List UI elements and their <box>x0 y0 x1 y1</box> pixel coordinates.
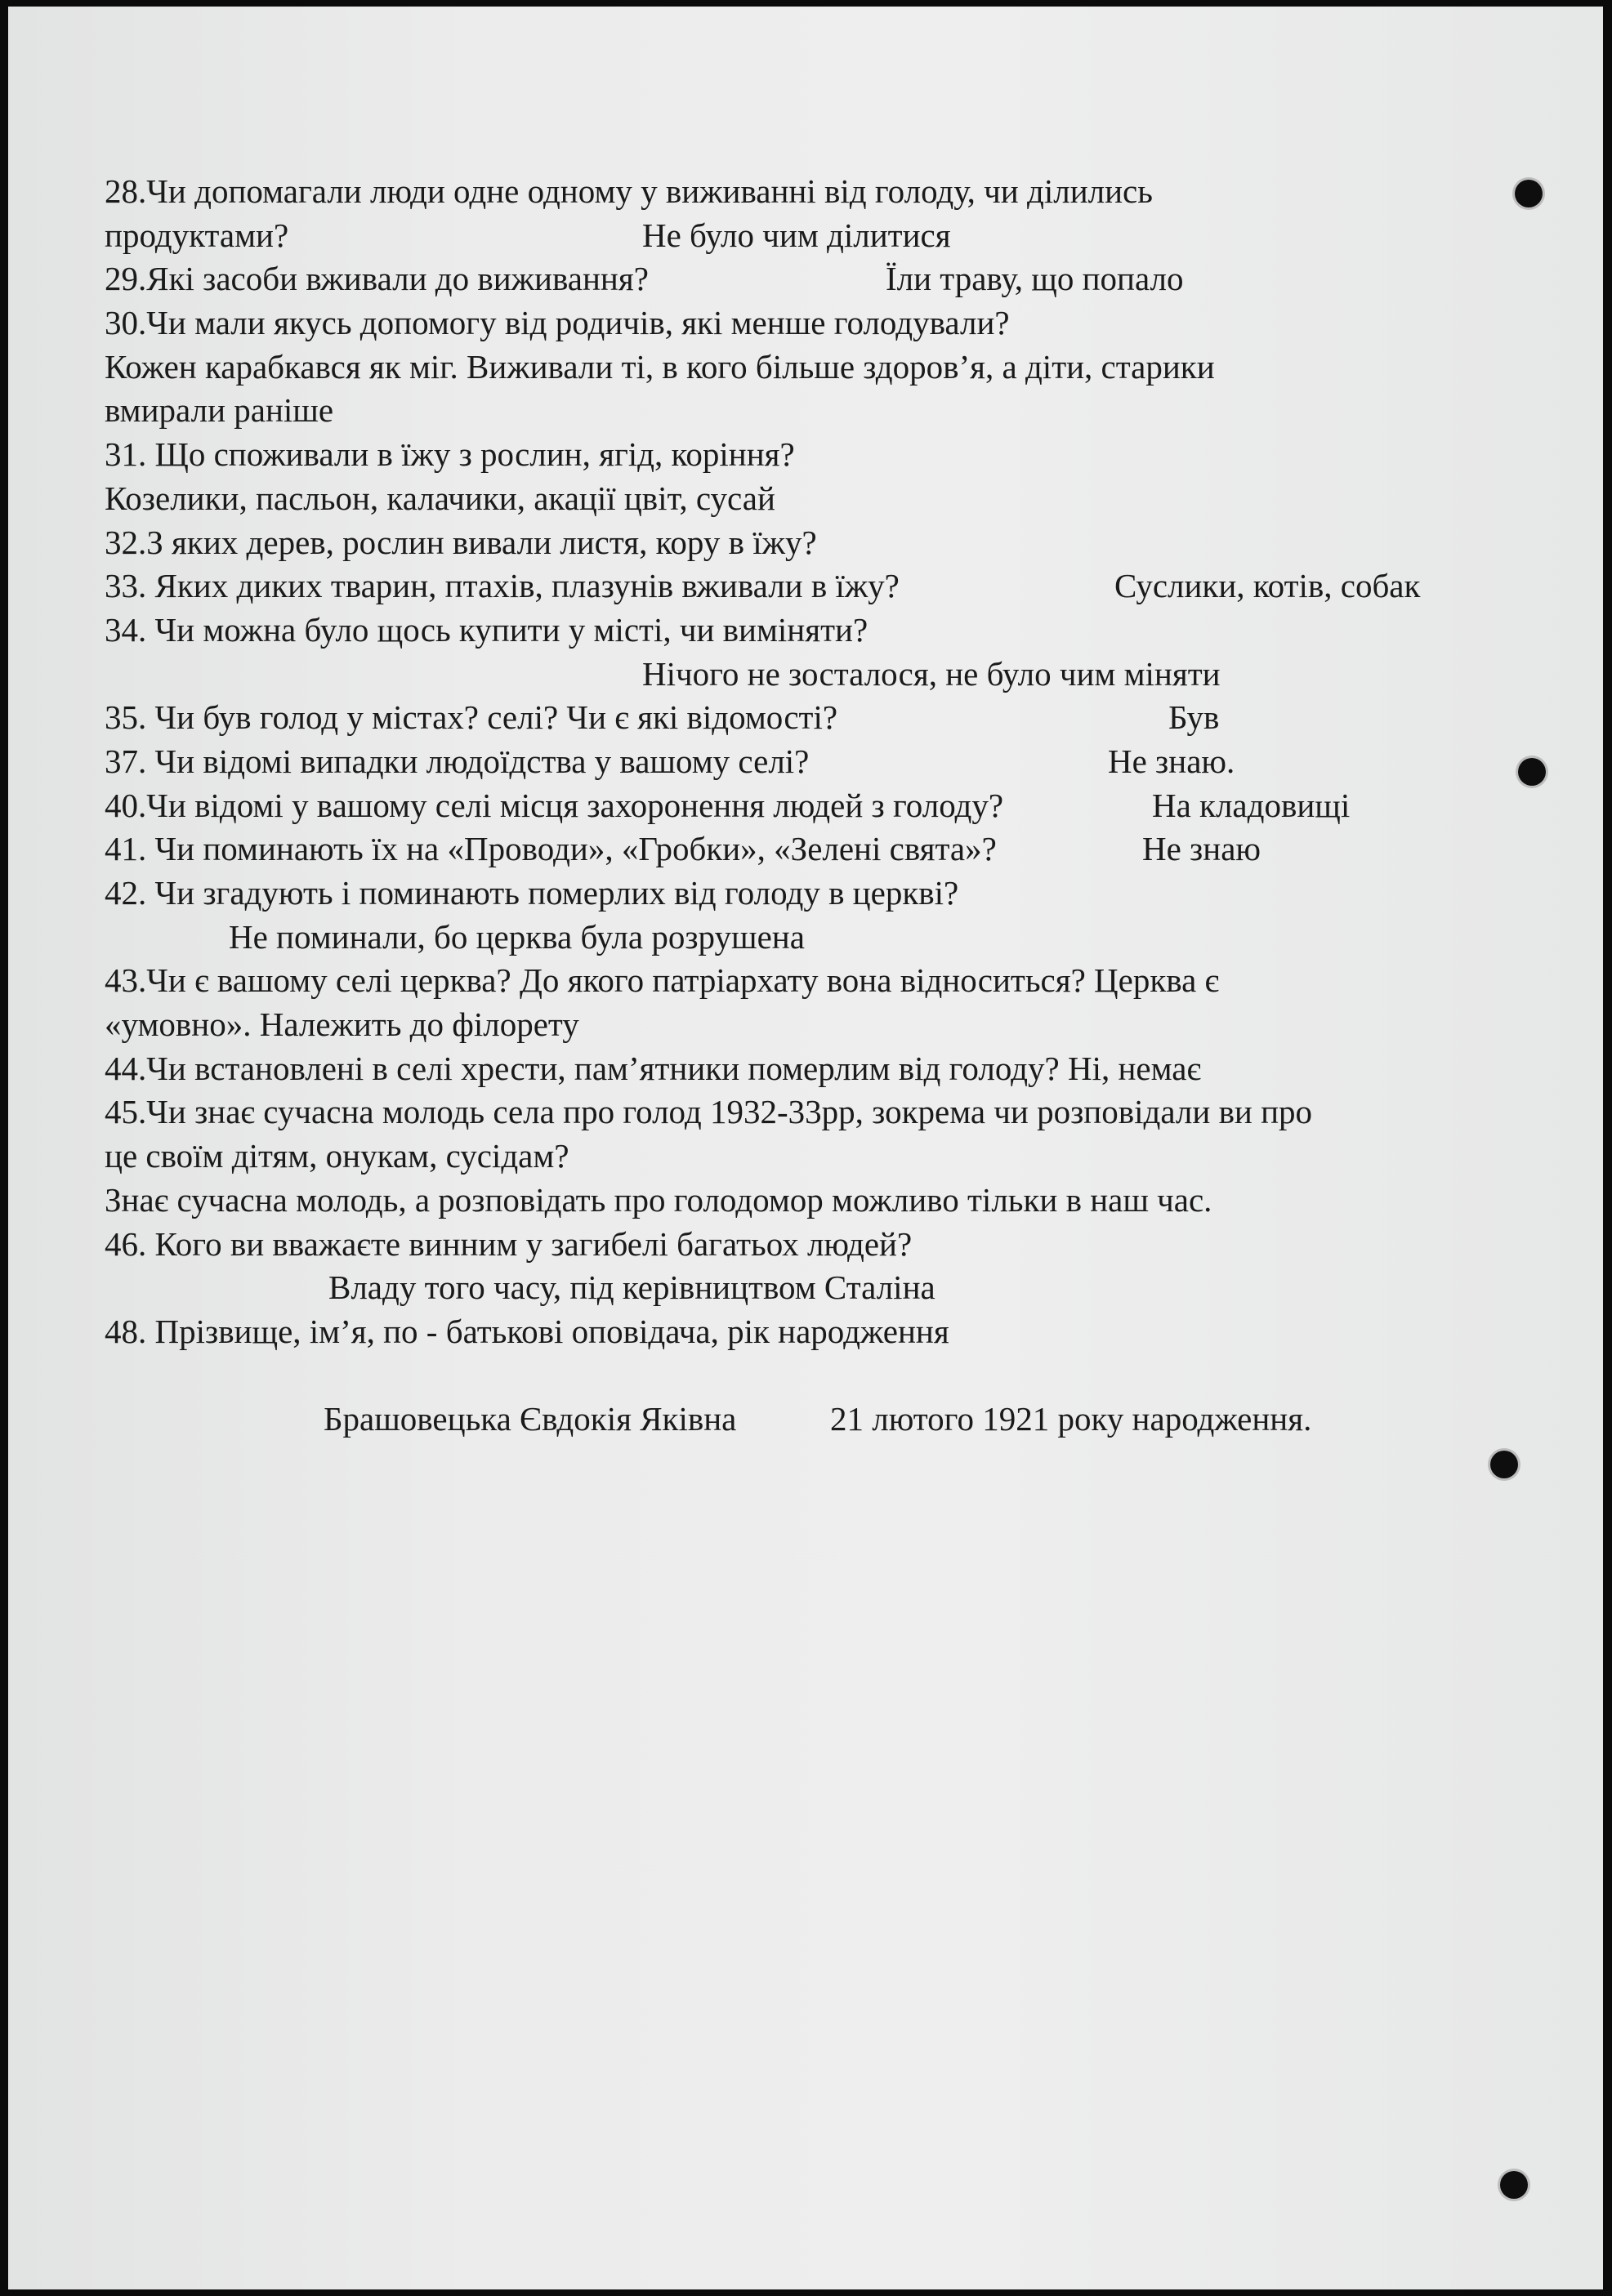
paper-sheet <box>8 7 1603 2289</box>
text-line <box>105 609 1510 653</box>
punch-hole <box>1518 758 1546 786</box>
answer-text: Не поминали, бо церква була розрушена <box>229 917 805 956</box>
text-line <box>105 1135 1510 1179</box>
text-line <box>105 827 1510 872</box>
text-line <box>105 214 1510 258</box>
answer-text: Їли траву, що попало <box>886 260 1184 298</box>
question-text: 48. Прізвище, ім’я, по - батькові оповідача, рік народження <box>105 1312 949 1350</box>
question-text: 31. Що споживали в їжу з рослин, ягід, коріння? <box>105 435 795 474</box>
questionnaire-text <box>105 170 1510 1442</box>
answer-text: На кладовищі <box>1152 786 1351 824</box>
text-line <box>105 521 1510 565</box>
answer-text: Був <box>1168 698 1220 737</box>
question-text: 43.Чи є вашому селі церква? До якого патріархату вона відноситься? Церква є <box>105 961 1220 1000</box>
question-text: 37. Чи відомі випадки людоїдства у вашому селі? <box>105 742 810 780</box>
birth-date: 21 лютого 1921 року народження. <box>830 1400 1312 1438</box>
text-line <box>105 433 1510 477</box>
punch-hole <box>1500 2171 1528 2199</box>
text-line <box>105 1310 1510 1354</box>
answer-text: Не було чим ділитися <box>642 216 951 254</box>
text-line <box>105 1223 1510 1267</box>
text-line <box>105 1047 1510 1091</box>
answer-text: Суслики, котів, собак <box>1114 567 1421 605</box>
text-line <box>105 257 1510 301</box>
question-text: 28.Чи допомагали люди одне одному у виживанні від голоду, чи ділились <box>105 172 1153 210</box>
answer-text: вмирали раніше <box>105 391 334 430</box>
text-line <box>105 784 1510 828</box>
question-text: 30.Чи мали якусь допомогу від родичів, які менше голодували? <box>105 304 1010 342</box>
text-line <box>105 1179 1510 1223</box>
text-line <box>105 1003 1510 1047</box>
question-text: 46. Кого ви вважаєте винним у загибелі багатьох людей? <box>105 1224 913 1263</box>
text-line <box>105 872 1510 916</box>
punch-hole <box>1490 1451 1518 1478</box>
text-line <box>105 170 1510 214</box>
text-line <box>105 389 1510 433</box>
text-line <box>105 653 1510 697</box>
text-line <box>105 959 1510 1003</box>
answer-text: Козелики, пасльон, калачики, акації цвіт, сусай <box>105 479 775 517</box>
question-text: 29.Які засоби вживали до виживання? <box>105 260 649 298</box>
answer-text: Не знаю. <box>1108 742 1235 780</box>
answer-text: Знає сучасна молодь, а розповідать про голодомор можливо тільки в наш час. <box>105 1180 1212 1219</box>
answer-text: Не знаю <box>1142 830 1261 868</box>
text-line <box>105 916 1510 960</box>
text-line <box>105 696 1510 740</box>
text-line <box>105 301 1510 346</box>
blank-line <box>105 1354 1510 1398</box>
question-text: 42. Чи згадують і поминають померлих від голоду в церкві? <box>105 874 959 912</box>
answer-text: «умовно». Належить до філорету <box>105 1005 579 1044</box>
question-text: 34. Чи можна було щось купити у місті, чи виміняти? <box>105 610 869 649</box>
punch-hole <box>1515 180 1543 207</box>
narrator-name: Брашовецька Євдокія Яківна <box>324 1400 737 1438</box>
question-text: це своїм дітям, онукам, сусідам? <box>105 1137 569 1175</box>
text-line <box>105 1266 1510 1310</box>
text-line <box>105 564 1510 609</box>
answer-text: Владу того часу, під керівництвом Сталіна <box>328 1268 935 1307</box>
question-text: 33. Яких диких тварин, птахів, плазунів вживали в їжу? <box>105 567 900 605</box>
question-text: 35. Чи був голод у містах? селі? Чи є які відомості? <box>105 698 838 737</box>
text-line <box>105 1090 1510 1135</box>
question-text: продуктами? <box>105 216 289 254</box>
question-text: 40.Чи відомі у вашому селі місця захоронення людей з голоду? <box>105 786 1004 824</box>
question-text: 32.З яких дерев, рослин вивали листя, кору в їжу? <box>105 523 817 561</box>
signature-line <box>105 1398 1510 1442</box>
question-text: 44.Чи встановлені в селі хрести, пам’ятники померлим від голоду? Ні, немає <box>105 1049 1202 1087</box>
answer-text: Кожен карабкався як міг. Виживали ті, в кого більше здоров’я, а діти, старики <box>105 347 1215 386</box>
text-line <box>105 740 1510 784</box>
question-text: 45.Чи знає сучасна молодь села про голод 1932-33рр, зокрема чи розповідали ви про <box>105 1093 1313 1131</box>
text-line <box>105 477 1510 521</box>
question-text: 41. Чи поминають їх на «Проводи», «Гробки», «Зелені свята»? <box>105 830 997 868</box>
text-line <box>105 346 1510 390</box>
answer-text: Нічого не зосталося, не було чим міняти <box>642 654 1221 693</box>
